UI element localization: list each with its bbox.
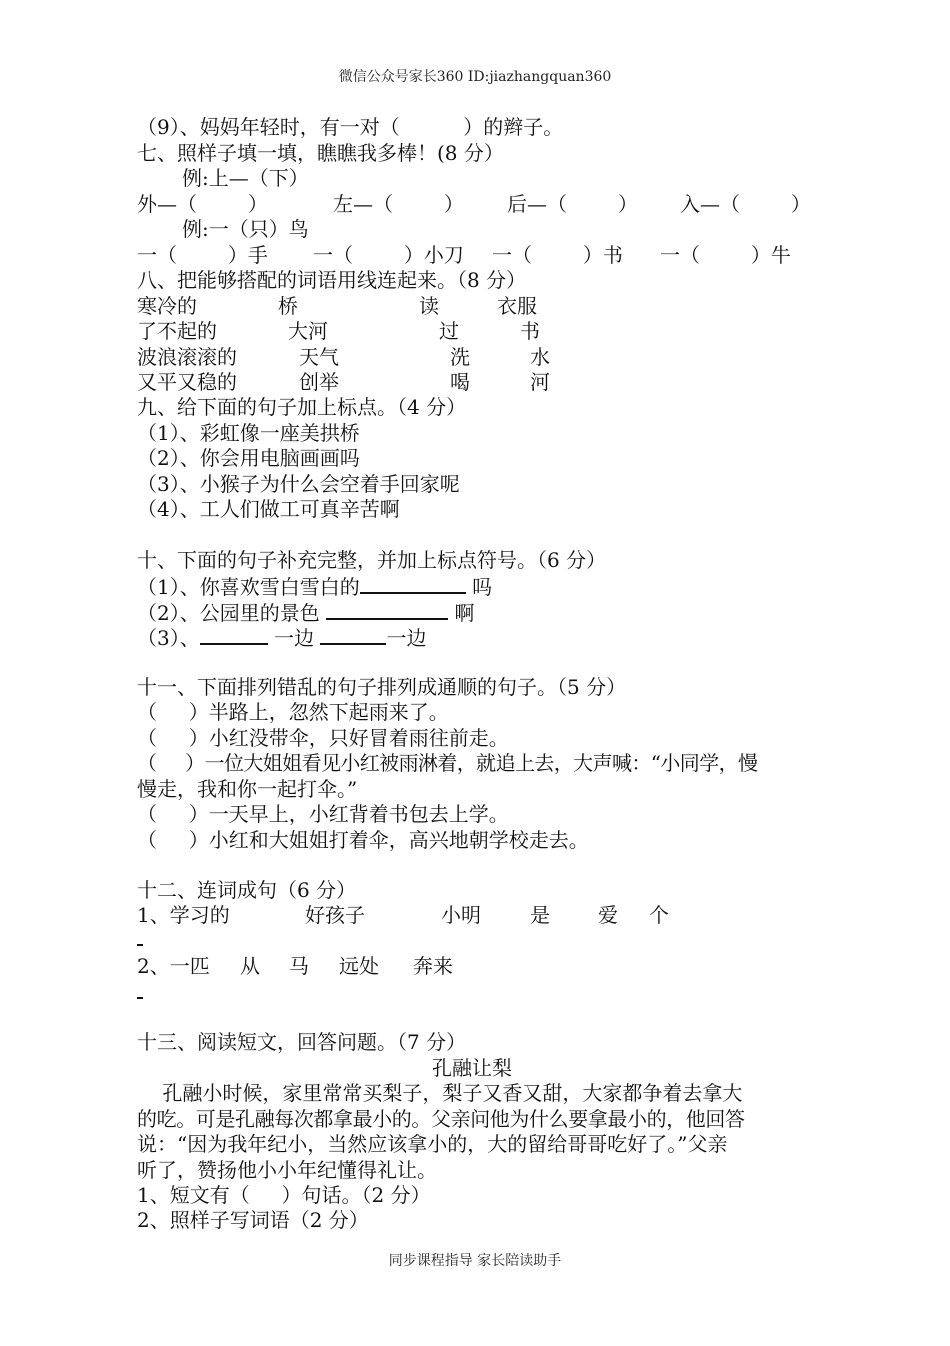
- story-title: 孔融让梨: [432, 1056, 512, 1080]
- word-tile: 个: [649, 903, 669, 927]
- answer-blank: [200, 623, 268, 645]
- story-line: 孔融小时候，家里常常买梨子，梨子又香又甜，大家都争着去拿大: [137, 1081, 743, 1105]
- order-item: （ ）小红没带伞，只好冒着雨往前走。: [137, 726, 509, 750]
- page-footer: 同步课程指导 家长陪读助手: [388, 1253, 562, 1269]
- answer-line-mark: [137, 997, 143, 999]
- match-word: 洗: [450, 345, 470, 369]
- order-item: （ ）一位大姐姐看见小红被雨淋着，就追上去，大声喊：“小同学，慢: [137, 751, 758, 775]
- match-word: 河: [530, 370, 550, 394]
- page-header: 微信公众号家长360 ID:jiazhangquan360: [338, 69, 612, 85]
- match-word: 了不起的: [137, 319, 217, 343]
- complete-sentence-3: [137, 623, 426, 651]
- order-item: （ ）一天早上，小红背着书包去上学。: [137, 802, 509, 826]
- sentence-start: （1）、你喜欢雪白雪白的: [137, 575, 360, 599]
- section-7-title: 七、照样子填一填，瞧瞧我多棒！(8 分）: [137, 141, 504, 165]
- section-10-title: 十、下面的句子补充完整，并加上标点符号。（6 分）: [137, 548, 607, 572]
- section-13-title: 十三、阅读短文，回答问题。（7 分）: [137, 1030, 467, 1054]
- match-word: 天气: [299, 345, 339, 369]
- sentence-end: 啊: [448, 601, 475, 625]
- sentence-middle: 一边: [267, 626, 321, 650]
- punctuation-item: （1）、彩虹像一座美拱桥: [137, 421, 360, 445]
- match-word: 书: [520, 319, 540, 343]
- section-7-blank: 外—（ ）: [137, 192, 268, 216]
- reading-question-2: 2、照样子写词语（2 分）: [137, 1208, 369, 1232]
- word-tile: 马: [289, 954, 309, 978]
- answer-line-mark: [137, 944, 143, 946]
- story-line: 的吃。可是孔融每次都拿最小的。父亲问他为什么要拿最小的，他回答: [137, 1107, 745, 1131]
- word-tile: 是: [530, 903, 550, 927]
- section-7-example-1: 例:上—（下）: [182, 166, 309, 190]
- word-tile: 2、一匹: [137, 954, 210, 978]
- match-word: 喝: [450, 370, 470, 394]
- match-word: 寒冷的: [137, 294, 197, 318]
- answer-blank: [360, 572, 466, 594]
- section-7-blank: 一（ ）牛: [660, 243, 791, 267]
- section-8-title: 八、把能够搭配的词语用线连起来。（8 分）: [137, 268, 527, 292]
- section-7-blank: 入—（ ）: [680, 192, 811, 216]
- order-item: （ ）半路上，忽然下起雨来了。: [137, 700, 449, 724]
- order-item: （ ）小红和大姐姐打着伞，高兴地朝学校走去。: [137, 828, 589, 852]
- match-word: 过: [439, 319, 459, 343]
- word-tile: 奔来: [413, 954, 453, 978]
- word-tile: 好孩子: [305, 903, 365, 927]
- section-7-example-2: 例:一（只）鸟: [182, 217, 309, 241]
- order-item-continued: 慢走，我和你一起打伞。”: [137, 777, 358, 801]
- match-word: 波浪滚滚的: [137, 345, 237, 369]
- section-7-blank: 后—（ ）: [507, 192, 638, 216]
- section-7-blank: 左—（ ）: [333, 192, 464, 216]
- complete-sentence-2: [137, 598, 474, 626]
- match-word: 创举: [299, 370, 339, 394]
- answer-blank: [326, 598, 448, 620]
- match-word: 衣服: [497, 294, 537, 318]
- word-tile: 1、学习的: [137, 903, 230, 927]
- punctuation-item: （2）、你会用电脑画画吗: [137, 446, 360, 470]
- section-11-title: 十一、下面排列错乱的句子排列成通顺的句子。（5 分）: [137, 675, 627, 699]
- section-7-blank: 一（ ）书: [492, 243, 623, 267]
- match-word: 水: [530, 345, 550, 369]
- sentence-start: （2）、公园里的景色: [137, 601, 327, 625]
- complete-sentence-1: [137, 572, 492, 600]
- section-7-blank: 一（ ）手: [137, 243, 268, 267]
- section-9-title: 九、给下面的句子加上标点。（4 分）: [137, 395, 467, 419]
- sentence-end: 吗: [465, 575, 493, 599]
- sentence-end: 一边: [386, 626, 427, 650]
- reading-question-1: 1、短文有（ ）句话。（2 分）: [137, 1183, 431, 1207]
- match-word: 又平又稳的: [137, 370, 237, 394]
- word-tile: 从: [240, 954, 260, 978]
- section-7-blank: 一（ ）小刀: [313, 243, 464, 267]
- word-tile: 小明: [441, 903, 481, 927]
- match-word: 读: [419, 294, 439, 318]
- punctuation-item: （4）、工人们做工可真辛苦啊: [137, 497, 400, 521]
- match-word: 桥: [278, 294, 298, 318]
- section-12-title: 十二、连词成句（6 分）: [137, 878, 357, 902]
- word-tile: 远处: [339, 954, 379, 978]
- story-line: 听了，赞扬他小小年纪懂得礼让。: [137, 1158, 437, 1182]
- sentence-start: （3）、: [137, 626, 200, 650]
- story-line: 说：“因为我年纪小，当然应该拿小的，大的留给哥哥吃好了。”父亲: [137, 1132, 728, 1156]
- question-9-line: （9）、妈妈年轻时，有一对（ ）的辫子。: [137, 115, 564, 139]
- word-tile: 爱: [598, 903, 618, 927]
- answer-blank: [320, 623, 386, 645]
- punctuation-item: （3）、小猴子为什么会空着手回家呢: [137, 472, 460, 496]
- match-word: 大河: [288, 319, 328, 343]
